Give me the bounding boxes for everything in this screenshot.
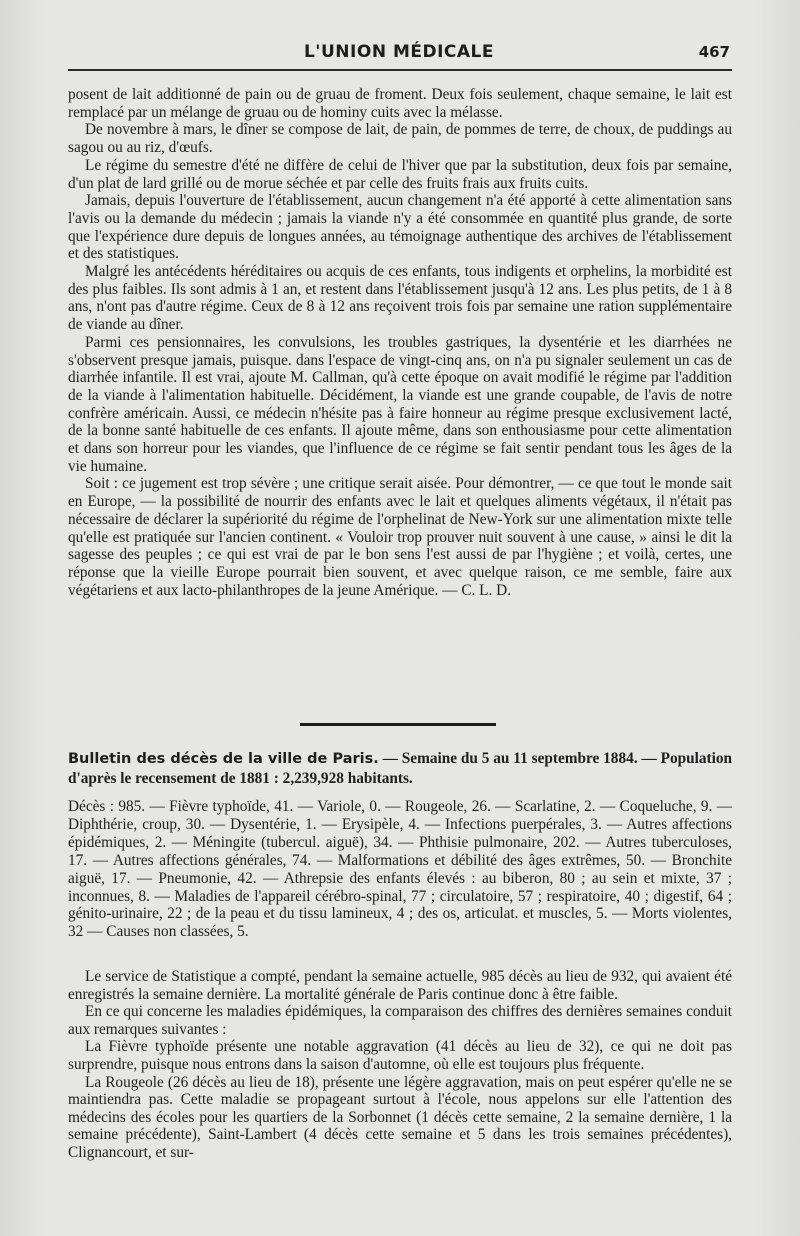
article-paragraph: posent de lait additionné de pain ou de gruau de froment. Deux fois seulement, chaque semaine, le lait est remplacé par un mélange de gruau ou de hominy cuits avec la mélasse. xyxy=(68,86,732,121)
article-paragraph: Soit : ce jugement est trop sévère ; une critique serait aisée. Pour démontrer, — ce que tout le monde sait en Europe, — la possibilité de nourrir des enfants avec le lait et quelques aliments végétaux, il n'était pas nécessaire de déclarer la supériorité du régime de l'orphelinat de New-York sur une alimentation mixte telle qu'elle est pratiquée sur l'ancien continent. « Vouloir trop prouver nuit souvent à une cause, » ainsi le dit la sagesse des peuples ; ce qui est vrai de par le bon sens l'est aussi de par l'hygiène ; et voilà, certes, une réponse que la vieille Europe pourrait bien souvent, et avec quelque raison, ce me semble, faire aux végétariens et aux lacto-philanthropes de la jeune Amérique. — C. L. D. xyxy=(68,475,732,599)
stats-paragraph: Décès : 985. — Fièvre typhoïde, 41. — Variole, 0. — Rougeole, 26. — Scarlatine, 2. — Coqueluche, 9. — Diphthérie, croup, 30. — Dysentérie, 1. — Erysipèle, 4. — Infections puerpérales, 3. — Autres affections épidémiques, 2. — Méningite (tubercul. aiguë), 34. — Phthisie pulmonaire, 202. — Autres tuberculoses, 17. — Autres affections générales, 74. — Malformations et débilité des âges extrêmes, 50. — Bronchite aiguë, 17. — Pneumonie, 42. — Athrepsie des enfants élevés : au biberon, 80 ; au sein et mixte, 37 ; inconnues, 8. — Maladies de l'appareil cérébro-spinal, 77 ; circulatoire, 57 ; respiratoire, 40 ; digestif, 64 ; génito-urinaire, 22 ; de la peau et du tissu lamineux, 4 ; des os, articulat. et muscles, 5. — Morts violentes, 32 — Causes non classées, 5. xyxy=(68,798,732,941)
article-body xyxy=(68,86,732,599)
page-number: 467 xyxy=(698,43,730,61)
bulletin-subtitle: — Semaine du 5 au 11 septembre 1884. — Population d'après le recensement de 1881 : 2,239,928 habitants. xyxy=(68,750,733,787)
section-separator xyxy=(300,723,496,726)
bulletin-paragraph: Le service de Statistique a compté, pendant la semaine actuelle, 985 décès au lieu de 932, qui avaient été enregistrés la semaine dernière. La mortalité générale de Paris continue donc à être faible. xyxy=(68,968,732,1003)
bulletin-commentary xyxy=(68,968,732,1162)
bulletin-paragraph: En ce qui concerne les maladies épidémiques, la comparaison des chiffres des dernières semaines conduit aux remarques suivantes : xyxy=(68,1003,732,1038)
bulletin-paragraph: La Rougeole (26 décès au lieu de 18), présente une légère aggravation, mais on peut espérer qu'elle ne se maintiendra pas. Cette maladie se propageant surtout à l'école, nous appelons sur elle l'attention des médecins des écoles pour les quartiers de la Sorbonnet (1 décès cette semaine, 2 la semaine dernière, 1 la semaine précédente), Saint-Lambert (4 décès cette semaine et 5 dans les trois semaines précédentes), Clignancourt, et sur- xyxy=(68,1073,732,1161)
article-paragraph: Jamais, depuis l'ouverture de l'établissement, aucun changement n'a été apporté à cette alimentation sans l'avis ou la demande du médecin ; jamais la viande n'y a été consommée en quantité plus grande, de sorte que l'expérience dure depuis de longues années, au témoignage authentique des archives de l'établissement et des statistiques. xyxy=(68,192,732,263)
running-title: L'UNION MÉDICALE xyxy=(303,42,495,62)
page-header xyxy=(68,38,730,64)
article-paragraph: Malgré les antécédents héréditaires ou acquis de ces enfants, tous indigents et orphelins, la morbidité est des plus faibles. Ils sont admis à 1 an, et restent dans l'établissement jusqu'à 12 ans. Les plus petits, de 1 à 8 ans, n'ont pas d'autre régime. Ceux de 8 à 12 ans reçoivent trois fois par semaine une ration supplémentaire de viande au dîner. xyxy=(68,263,732,334)
header-rule xyxy=(68,69,732,71)
article-paragraph: De novembre à mars, le dîner se compose de lait, de pain, de pommes de terre, de choux, de puddings au sagou ou au riz, d'œufs. xyxy=(68,121,732,157)
bulletin-paragraph: La Fièvre typhoïde présente une notable aggravation (41 décès au lieu de 32), ce qui ne doit pas surprendre, puisque nous entrons dans la saison d'automne, où elle est toujours plus fréquente. xyxy=(68,1038,732,1073)
bulletin-title: Bulletin des décès de la ville de Paris. xyxy=(68,751,379,767)
bulletin-stats xyxy=(68,798,732,941)
article-paragraph: Parmi ces pensionnaires, les convulsions, les troubles gastriques, la dysentérie et les diarrhées ne s'observent presque jamais, puisque. dans l'espace de vingt-cinq ans, on n'a pu signaler seulement un cas de diarrhée infantile. Il est vrai, ajoute M. Callman, qu'à cette époque on avait modifié le régime par l'addition de la viande à l'alimentation habituelle. Décidément, la viande est une grande coupable, de l'avis de notre confrère américain. Aussi, ce médecin n'hésite pas à faire honneur au régime presque exclusivement lacté, de la bonne santé habituelle de ces enfants. Il ajoute même, dans son enthousiasme pour cette alimentation et dans son horreur pour les viandes, que l'influence de ce régime se fait sentir pendant tous les âges de la vie humaine. xyxy=(68,333,732,475)
bulletin-heading xyxy=(68,749,732,789)
article-paragraph: Le régime du semestre d'été ne diffère de celui de l'hiver que par la substitution, deux fois par semaine, d'un plat de lard grillé ou de morue séchée et par celle des fruits frais aux fruits cuits. xyxy=(68,156,732,192)
